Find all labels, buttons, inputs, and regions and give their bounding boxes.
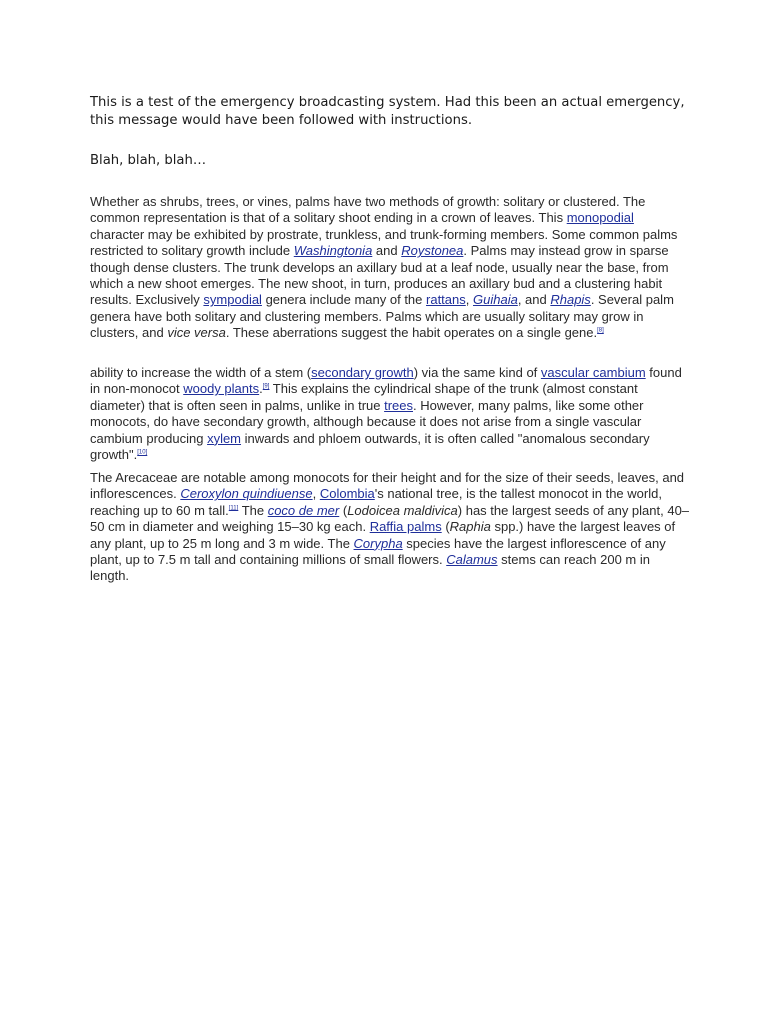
text-span: found in non-monocot [90, 365, 682, 397]
secondary-growth-paragraph [90, 365, 690, 463]
text-span: . However, many palms, like some other monocots, do have secondary growth, although because it does not arise from a single vascular cambium producing [90, 397, 644, 446]
italic-text: Raphia [449, 519, 491, 535]
text-span: spp.) have the largest leaves of any plant, up to 25 m long and 3 m wide. The [90, 519, 676, 551]
text-span: ( [339, 502, 348, 518]
text-span: . [259, 381, 263, 397]
link-calamus[interactable]: Calamus [446, 552, 498, 568]
text-span: Whether as shrubs, trees, or vines, palms have two methods of growth: solitary or clustered. The common representation is that of a solitary shoot ending in a crown of leaves. This [90, 194, 646, 226]
link-xylem[interactable]: xylem [207, 430, 242, 446]
text-span: ) has the largest seeds of any plant, 40–50 cm in diameter and weighing 15–30 kg each. [90, 502, 690, 535]
link-monopodial[interactable]: monopodial [566, 210, 634, 226]
arecaceae-paragraph [90, 470, 690, 585]
link-sympodial[interactable]: sympodial [203, 292, 262, 308]
text-span: , [312, 486, 320, 502]
text-span: genera include many of the [261, 292, 427, 308]
link-vascular-cambium[interactable]: vascular cambium [540, 365, 646, 380]
link-secondary-growth[interactable]: secondary growth [311, 365, 414, 380]
link-corypha[interactable]: Corypha [353, 535, 403, 551]
reference-link[interactable]: [8] [597, 327, 604, 334]
text-span: species have the largest inflorescence of any plant, up to 7.5 m tall and containing millions of small flowers. [90, 535, 666, 568]
link-woody-plants[interactable]: woody plants [183, 381, 260, 397]
text-span: . These aberrations suggest the habit operates on a single gene. [225, 325, 598, 341]
link-ceroxylon[interactable]: Ceroxylon quindiuense [180, 486, 313, 502]
link-rhapis[interactable]: Rhapis [550, 292, 591, 308]
growth-paragraph [90, 194, 690, 342]
text-span: The Arecaceae are notable among monocots for their height and for the size of their seeds, leaves, and inflorescences. [90, 470, 685, 502]
italic-text: Lodoicea maldivica [347, 502, 458, 518]
text-span: and [372, 243, 402, 259]
link-coco-de-mer[interactable]: coco de mer [267, 502, 340, 518]
text-span: The [238, 502, 268, 518]
link-washingtonia[interactable]: Washingtonia [293, 243, 373, 259]
reference-link[interactable]: [9] [262, 384, 270, 391]
text-span: . Palms may instead grow in sparse though dense clusters. The trunk develops an axillary bud at a leaf node, usually near the base, from which a new shoot emerges. The new shoot, in turn, produces an axillary bud and a clustering habit results. Exclusively [90, 243, 669, 308]
link-trees[interactable]: trees [384, 397, 413, 413]
text-span: stems can reach 200 m in length. [90, 552, 650, 584]
intro-paragraph: This is a test of the emergency broadcasting system. Had this been an actual emergency, this message would have been followed with instructions. [90, 95, 685, 128]
link-colombia[interactable]: Colombia [319, 486, 375, 502]
link-raffia-palms[interactable]: Raffia palms [369, 519, 442, 535]
italic-text: vice versa [167, 325, 226, 341]
link-roystonea[interactable]: Roystonea [401, 243, 464, 259]
reference-link[interactable]: [11] [228, 505, 239, 512]
text-span: ) via the same kind of [413, 365, 541, 380]
text-span: ( [441, 519, 450, 535]
text-span: inwards and phloem outwards, it is often called "anomalous secondary growth". [90, 430, 650, 463]
blah-paragraph: Blah, blah, blah… [90, 153, 207, 168]
text-span: , and [517, 292, 551, 308]
text-span: . Several palm genera have both solitary and clustering members. Palms which are usually solitary may grow in clusters, and [90, 292, 674, 341]
text-span: character may be exhibited by prostrate, trunkless, and trunk-forming members. Some common palms restricted to solitary growth include [90, 226, 678, 259]
link-guihaia[interactable]: Guihaia [473, 292, 518, 308]
text-span: ability to increase the width of a stem ( [90, 365, 312, 380]
text-span: This explains the cylindrical shape of the trunk (almost constant diameter) that is often seen in palms, unlike in true [90, 381, 638, 413]
text-span: , [465, 292, 473, 308]
link-rattans[interactable]: rattans [426, 292, 466, 308]
reference-link[interactable]: [10] [137, 449, 148, 456]
text-span: 's national tree, is the tallest monocot in the world, reaching up to 60 m tall. [90, 486, 662, 518]
